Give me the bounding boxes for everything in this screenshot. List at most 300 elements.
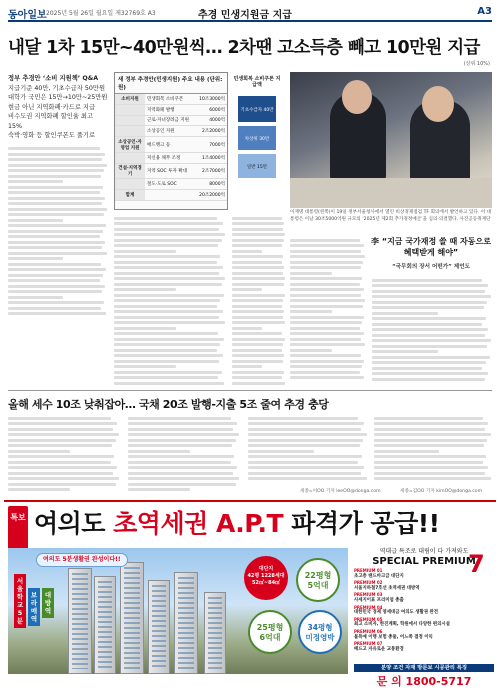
- lead-line: 지급기준 40만, 기초수급자 50만원: [8, 84, 106, 92]
- text-line: [128, 483, 236, 486]
- table-row-header: [115, 152, 145, 163]
- text-line: [114, 255, 220, 258]
- text-line: [248, 450, 314, 453]
- text-line: [248, 472, 361, 475]
- banner-char: 보: [30, 591, 38, 599]
- building: [148, 580, 170, 674]
- premium-number: PREMIUM 06: [354, 628, 383, 634]
- text-line: [8, 153, 105, 156]
- text-line: [8, 252, 107, 255]
- premium-number: PREMIUM 04: [354, 604, 383, 610]
- text-line: [114, 365, 176, 368]
- text-line: [8, 169, 104, 172]
- text-line: [232, 233, 285, 236]
- text-line: [114, 283, 222, 286]
- bubble-text: 42평 1228세대: [247, 573, 285, 579]
- text-line: [248, 477, 367, 480]
- premium-text: 사세지이표 프리미엄 총출: [354, 597, 404, 603]
- text-line: [128, 466, 237, 469]
- side-article-headline: 李 “지금 국가재정 쓸 때 자동으로 혜택받게 해야”: [371, 237, 491, 257]
- table-cell: 철도·도로 SOC: [145, 179, 195, 190]
- text-line: [114, 349, 217, 352]
- text-line: [232, 349, 282, 352]
- text-line: [114, 316, 219, 319]
- table-row-header: 합계: [115, 190, 145, 201]
- newspaper-logo: 동아일보: [8, 10, 47, 21]
- article-column-2: [114, 214, 226, 390]
- budget-table: [114, 72, 228, 210]
- text-line: [8, 417, 111, 420]
- text-line: [372, 323, 482, 326]
- table-cell: 7000억: [195, 137, 227, 153]
- premium-text: 불특예 이행 보험 총물, 어느쪽 결정 이익: [354, 634, 433, 640]
- text-line: [232, 239, 284, 242]
- text-line: [290, 316, 364, 319]
- text-line: [248, 461, 358, 464]
- text-line: [232, 316, 283, 319]
- text-line: [114, 354, 223, 357]
- text-line: [232, 382, 285, 385]
- text-line: [128, 472, 233, 475]
- text-line: [232, 376, 282, 379]
- text-line: [128, 461, 231, 464]
- building: [174, 572, 198, 674]
- text-line: [290, 354, 361, 357]
- bubble-text: 22평형: [304, 571, 332, 580]
- headline-note: (상위 10%): [463, 61, 490, 67]
- text-line: [372, 356, 490, 359]
- text-line: [232, 228, 283, 231]
- vertical-banner: [14, 574, 26, 628]
- text-line: [8, 263, 101, 266]
- article-column-5: [372, 276, 492, 386]
- desk: [290, 178, 492, 208]
- text-line: [128, 455, 234, 458]
- byline: 세종=이OO 기자 leeOO@donga.com: [300, 489, 381, 494]
- ad-tagline: 여의도 5분생활권 완성이다!!: [36, 553, 128, 567]
- premium-item: [354, 592, 494, 603]
- building: [120, 562, 144, 674]
- text-line: [8, 488, 70, 491]
- photo-caption: 이재명 대통령(왼쪽)이 19일 정부서울청사에서 열린 비상경제점검 TF 회의에서 발언하고 있다. 이 대통령은 이날 30조5000억원 규모의 ‘2025년 제2회 추가경정예산’을 심의·의결했다. 사진공동취재단: [290, 210, 492, 222]
- text-line: [128, 433, 239, 436]
- bubble-text: 25평형: [256, 623, 284, 632]
- lead-line: 대학가 국민은 15만→10만~25만원: [8, 94, 108, 101]
- table-cell: 지역 SOC 투자 확대: [145, 163, 195, 179]
- text-line: [372, 284, 488, 287]
- table-row: [115, 179, 227, 190]
- lead-title: 정부 추경안 ‘소비 지원책’ Q&A: [8, 75, 99, 82]
- text-line: [374, 472, 485, 475]
- text-line: [128, 450, 190, 453]
- article-column-1: [8, 74, 108, 384]
- text-line: [8, 428, 113, 431]
- text-line: [114, 327, 176, 330]
- budget-table-grid: [115, 94, 227, 201]
- text-line: [232, 261, 282, 264]
- text-line: [374, 439, 487, 442]
- building: [68, 568, 92, 674]
- bubble-text: 대단지: [258, 566, 274, 572]
- text-line: [232, 327, 262, 330]
- table-row: [115, 104, 227, 115]
- text-line: [374, 428, 485, 431]
- chart-label: 기초수급자 40만: [240, 108, 274, 113]
- price-bubble: [244, 556, 288, 600]
- text-line: [374, 444, 484, 447]
- text-line: [8, 444, 112, 447]
- article-column-4: [290, 236, 366, 386]
- text-line: [8, 279, 100, 282]
- premium-count: 7: [468, 550, 485, 578]
- article2-column-2: [128, 414, 240, 496]
- text-line: [128, 417, 231, 420]
- table-cell: 6000억: [195, 104, 227, 115]
- news-photo: [290, 72, 492, 208]
- premium-text: 대한민국 경제 영세대금 여의도 생활권 완전: [354, 610, 438, 616]
- text-line: [128, 444, 232, 447]
- text-line: [114, 294, 224, 297]
- text-line: [8, 175, 101, 178]
- text-line: [232, 250, 262, 253]
- text-line: [8, 422, 117, 425]
- text-line: [114, 222, 223, 225]
- text-line: [248, 433, 367, 436]
- ad-title: [34, 504, 440, 540]
- section-title: 추경 민생지원금 지급: [198, 10, 292, 21]
- text-line: [8, 483, 116, 486]
- text-line: [372, 334, 485, 337]
- premium-number: PREMIUM 02: [354, 580, 383, 586]
- text-line: [372, 301, 487, 304]
- text-line: [114, 305, 217, 308]
- text-line: [8, 307, 101, 310]
- premium-item: [354, 641, 494, 652]
- table-cell: 8000억: [195, 179, 227, 190]
- table-row-header: [115, 179, 145, 190]
- text-line: [232, 272, 283, 275]
- text-line: [290, 261, 363, 264]
- person-face: [422, 86, 454, 122]
- table-cell: 저신용 채무 조정: [145, 152, 195, 163]
- text-line: [232, 305, 282, 308]
- text-line: [372, 317, 486, 320]
- text-line: [114, 233, 225, 236]
- table-row-header: [115, 104, 145, 115]
- premium-number: PREMIUM 05: [354, 616, 383, 622]
- body-text-placeholder: [8, 147, 108, 315]
- text-line: [8, 246, 102, 249]
- text-line: [114, 272, 219, 275]
- table-row: [115, 152, 227, 163]
- table-row-header: 건설·지역경기: [115, 163, 145, 179]
- table-cell: [145, 190, 195, 201]
- premium-intro: 역대급 특조로 대림이 다 가져와도: [379, 548, 469, 555]
- ad-title-highlight: 초역세권 A.P.T: [113, 509, 284, 538]
- text-line: [8, 186, 103, 189]
- premium-text: 서울지하철7호선 초역세권 대방역: [354, 585, 420, 591]
- premium-item: [354, 629, 494, 640]
- text-line: [128, 477, 239, 480]
- text-line: [290, 277, 362, 280]
- text-line: [248, 428, 361, 431]
- text-line: [290, 371, 360, 374]
- text-line: [114, 250, 176, 253]
- text-line: [374, 477, 491, 480]
- table-cell: 민생회복 소비쿠폰: [145, 94, 195, 104]
- text-line: [372, 378, 485, 381]
- table-cell: 4000억: [195, 115, 227, 126]
- text-line: [114, 382, 224, 385]
- text-line: [8, 191, 100, 194]
- text-line: [290, 244, 364, 247]
- text-line: [8, 439, 116, 442]
- text-line: [372, 279, 482, 282]
- text-line: [372, 345, 487, 348]
- text-line: [8, 312, 106, 315]
- text-line: [8, 301, 104, 304]
- text-line: [114, 239, 222, 242]
- banner-char: 울: [16, 585, 24, 593]
- text-line: [290, 239, 360, 242]
- text-line: [114, 228, 219, 231]
- banner-char: 교: [16, 601, 24, 609]
- apartment-rendering: [8, 548, 348, 674]
- table-title: 새 정부 추경안(민생지원) 주요 내용 (단위: 원): [115, 73, 227, 94]
- text-line: [128, 439, 236, 442]
- premium-item: [354, 617, 494, 628]
- premium-text: 배드고 자유로운 교통환경: [354, 646, 404, 652]
- info-strip: 분양 조건 자재 방문보 시공관리 특징: [354, 664, 494, 672]
- text-line: [232, 321, 285, 324]
- vertical-banner: [42, 588, 54, 618]
- banner-char: 라: [30, 599, 38, 607]
- text-line: [8, 202, 102, 205]
- text-line: [8, 219, 63, 222]
- text-line: [8, 213, 104, 216]
- text-line: [114, 217, 217, 220]
- text-line: [232, 343, 283, 346]
- text-line: [8, 164, 107, 167]
- side-article-subhead: “국무회의 장서 어떤가” 제언도: [391, 264, 471, 270]
- text-line: [232, 299, 283, 302]
- text-line: [248, 444, 360, 447]
- table-row-header: 소상공인·자영업 지원: [115, 137, 145, 153]
- text-line: [290, 343, 365, 346]
- ad-title-part: 여의도: [34, 509, 114, 538]
- text-line: [232, 217, 282, 220]
- main-headline: 내달 1차 15만~40만원씩… 2차땐 고소득층 빼고 10만원 지급: [8, 38, 480, 58]
- text-line: [232, 288, 262, 291]
- text-line: [8, 290, 102, 293]
- table-cell: 지역화폐 발행: [145, 104, 195, 115]
- premium-number: PREMIUM 03: [354, 592, 383, 598]
- text-line: [290, 299, 365, 302]
- text-line: [114, 261, 217, 264]
- text-line: [248, 455, 362, 458]
- text-line: [374, 455, 486, 458]
- text-line: [248, 466, 364, 469]
- text-line: [114, 376, 218, 379]
- text-line: [372, 367, 482, 370]
- text-line: [232, 338, 285, 341]
- second-headline: 올해 세수 10조 낮춰잡아… 국채 20조 발행-지출 5조 줄여 추경 충당: [8, 398, 329, 411]
- text-line: [232, 266, 284, 269]
- table-row: [115, 137, 227, 153]
- text-line: [8, 455, 114, 458]
- article2-column-4: [374, 414, 492, 496]
- text-line: [232, 294, 285, 297]
- premium-text: 초고층 랜드마크급 대단지: [354, 573, 404, 579]
- text-line: [248, 439, 363, 442]
- table-cell: 20조2000억: [195, 190, 227, 201]
- text-line: [290, 338, 361, 341]
- text-line: [372, 361, 486, 364]
- chart-figure: [232, 88, 282, 184]
- text-line: [290, 365, 362, 368]
- text-line: [114, 332, 218, 335]
- text-line: [232, 354, 284, 357]
- text-line: [8, 180, 63, 183]
- special-badge: 특보: [8, 506, 28, 552]
- table-cell: 10조3000억: [195, 94, 227, 104]
- text-line: [232, 255, 283, 258]
- text-line: [114, 288, 176, 291]
- text-line: [290, 360, 364, 363]
- table-row: [115, 94, 227, 104]
- text-line: [372, 328, 488, 331]
- text-line: [290, 250, 361, 253]
- text-line: [232, 360, 283, 363]
- text-line: [8, 208, 107, 211]
- table-row: [115, 126, 227, 137]
- text-line: [374, 466, 488, 469]
- banner-char: 방: [44, 599, 52, 607]
- issue-date: 2025년 5월 26일 월요일 제32769호 A3: [46, 10, 156, 17]
- premium-number: PREMIUM 07: [354, 641, 383, 647]
- text-line: [128, 428, 233, 431]
- text-line: [8, 257, 63, 260]
- text-line: [232, 244, 282, 247]
- banner-char: 매: [30, 607, 38, 615]
- table-cell: 근로·자녀장려금 지원: [145, 115, 195, 126]
- premium-heading: SPECIAL PREMIUM: [372, 556, 476, 567]
- price-bubble: [248, 610, 292, 654]
- text-line: [114, 321, 225, 324]
- price-bubble: [296, 558, 340, 602]
- text-line: [372, 295, 491, 298]
- premium-number: PREMIUM 01: [354, 568, 383, 573]
- text-line: [290, 255, 365, 258]
- text-line: [114, 371, 222, 374]
- page-number: A3: [477, 6, 492, 17]
- text-line: [232, 371, 284, 374]
- banner-char: 대: [44, 591, 52, 599]
- text-line: [248, 422, 364, 425]
- table-row-header: [115, 126, 145, 137]
- table-row: [115, 163, 227, 179]
- bubble-text: 미정영박: [305, 633, 335, 642]
- table-cell: 소상공인 지원: [145, 126, 195, 137]
- text-line: [114, 244, 218, 247]
- text-line: [8, 461, 111, 464]
- vertical-banner: [28, 588, 40, 626]
- table-row: [115, 190, 227, 201]
- text-line: [372, 306, 484, 309]
- table-row-header: [115, 115, 145, 126]
- text-line: [114, 343, 220, 346]
- apartment-advertisement: [4, 500, 496, 691]
- text-line: [232, 310, 284, 313]
- article2-column-3: [248, 414, 368, 496]
- text-line: [8, 285, 105, 288]
- building: [94, 576, 116, 674]
- text-line: [374, 417, 483, 420]
- table-cell: 2조7000억: [195, 163, 227, 179]
- text-line: [8, 224, 106, 227]
- text-line: [8, 433, 119, 436]
- bubble-text: 6억대: [259, 633, 281, 642]
- text-line: [114, 338, 224, 341]
- text-line: [8, 147, 100, 150]
- table-cell: 1조4000억: [195, 152, 227, 163]
- banner-char: 역: [44, 607, 52, 615]
- text-line: [114, 299, 220, 302]
- text-line: [8, 268, 106, 271]
- contact-phone: 문 의 1800-5717: [376, 675, 472, 688]
- text-line: [128, 488, 190, 491]
- text-line: [290, 305, 363, 308]
- lead-line: 현금 아닌 지역화폐·카드로 지급: [8, 103, 96, 111]
- lead-line: 비수도권 지역화폐 할인율 최고 15%: [8, 113, 94, 130]
- text-line: [290, 327, 360, 330]
- masthead: [8, 6, 492, 22]
- chart-title: 민생회복 소비쿠폰 지급액: [233, 76, 281, 88]
- text-line: [8, 450, 70, 453]
- table-row-header: 소비지원: [115, 94, 145, 104]
- text-line: [8, 230, 103, 233]
- text-line: [374, 461, 483, 464]
- text-line: [8, 477, 119, 480]
- text-line: [8, 235, 100, 238]
- text-line: [290, 294, 361, 297]
- article-column-3: [232, 214, 286, 390]
- building: [204, 592, 226, 674]
- text-line: [374, 433, 491, 436]
- article2-column-1: [8, 414, 120, 496]
- text-line: [290, 376, 364, 379]
- text-line: [232, 332, 282, 335]
- premium-item: [354, 605, 494, 616]
- bubble-text: 52㎡~84㎡: [251, 580, 281, 586]
- text-line: [114, 277, 225, 280]
- ad-title-part: 파격가 공급!!: [283, 509, 440, 538]
- text-line: [8, 158, 102, 161]
- text-line: [290, 266, 361, 269]
- text-line: [128, 422, 237, 425]
- text-line: [372, 372, 488, 375]
- text-line: [290, 272, 332, 275]
- banner-char: 역: [30, 615, 38, 623]
- table-cell: 2조2000억: [195, 126, 227, 137]
- banner-char: 5: [17, 609, 23, 617]
- text-line: [372, 312, 438, 315]
- byline: 세종=김OO 기자 kimOO@donga.com: [400, 489, 483, 494]
- person-face: [342, 80, 372, 114]
- text-line: [248, 417, 358, 420]
- chart-label: 일반 15만: [246, 165, 268, 170]
- lead-line: 숙박·영화 등 할인쿠폰도 풀기로: [8, 132, 96, 139]
